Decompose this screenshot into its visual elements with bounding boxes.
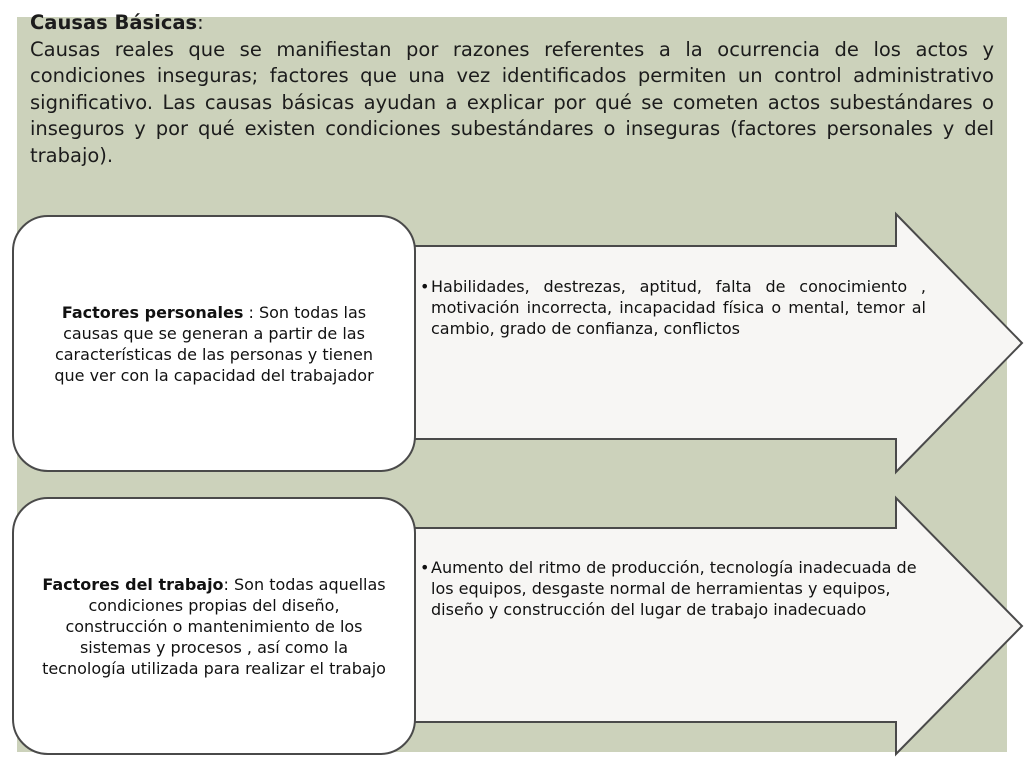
bullet-text: Aumento del ritmo de producción, tecnología inadecuada de los equipos, desgaste normal de herramientas y equipos, diseño y construcción del lugar de trabajo inadecuado xyxy=(431,558,917,619)
factor-heading: Factores personales xyxy=(61,302,244,322)
arrow-personal xyxy=(380,214,1022,472)
intro-title-suffix: : xyxy=(197,11,204,34)
intro-title: Causas Básicas xyxy=(30,11,198,34)
bullet-icon: • xyxy=(420,558,430,577)
intro-body: Causas reales que se manifiestan por razones referentes a la ocurrencia de los actos y condiciones inseguras; factores que una vez identificados permiten un control administrativo significativo. Las causas básicas ayudan a explicar por qué se cometen actos subestándares o inseguros y por qué existen condiciones subestándares o inseguras (factores personales y del trabajo). xyxy=(30,37,994,167)
bullet-list-personal xyxy=(420,276,926,339)
bullet-text: Habilidades, destrezas, aptitud, falta de conocimiento , motivación incorrecta, incapacidad física o mental, temor al cambio, grado de confianza, conflictos xyxy=(431,277,926,338)
factor-description: : Son todas las causas que se generan a partir de las características de las personas y tienen que ver con la capacidad del trabajador xyxy=(54,302,374,385)
list-item xyxy=(420,276,926,339)
bullet-icon: • xyxy=(420,277,430,296)
arrow-work xyxy=(380,498,1022,754)
list-item xyxy=(420,557,926,620)
factor-description: : Son todas aquellas condiciones propias del diseño, construcción o mantenimiento de los sistemas y procesos , así como la tecnología utilizada para realizar el trabajo xyxy=(42,574,386,678)
factor-heading: Factores del trabajo xyxy=(42,574,224,594)
factor-box-work-text xyxy=(38,574,390,679)
factor-box-work xyxy=(12,497,416,755)
factor-box-personal-text xyxy=(38,302,390,386)
factor-box-personal xyxy=(12,215,416,472)
bullet-list-work xyxy=(420,557,926,620)
